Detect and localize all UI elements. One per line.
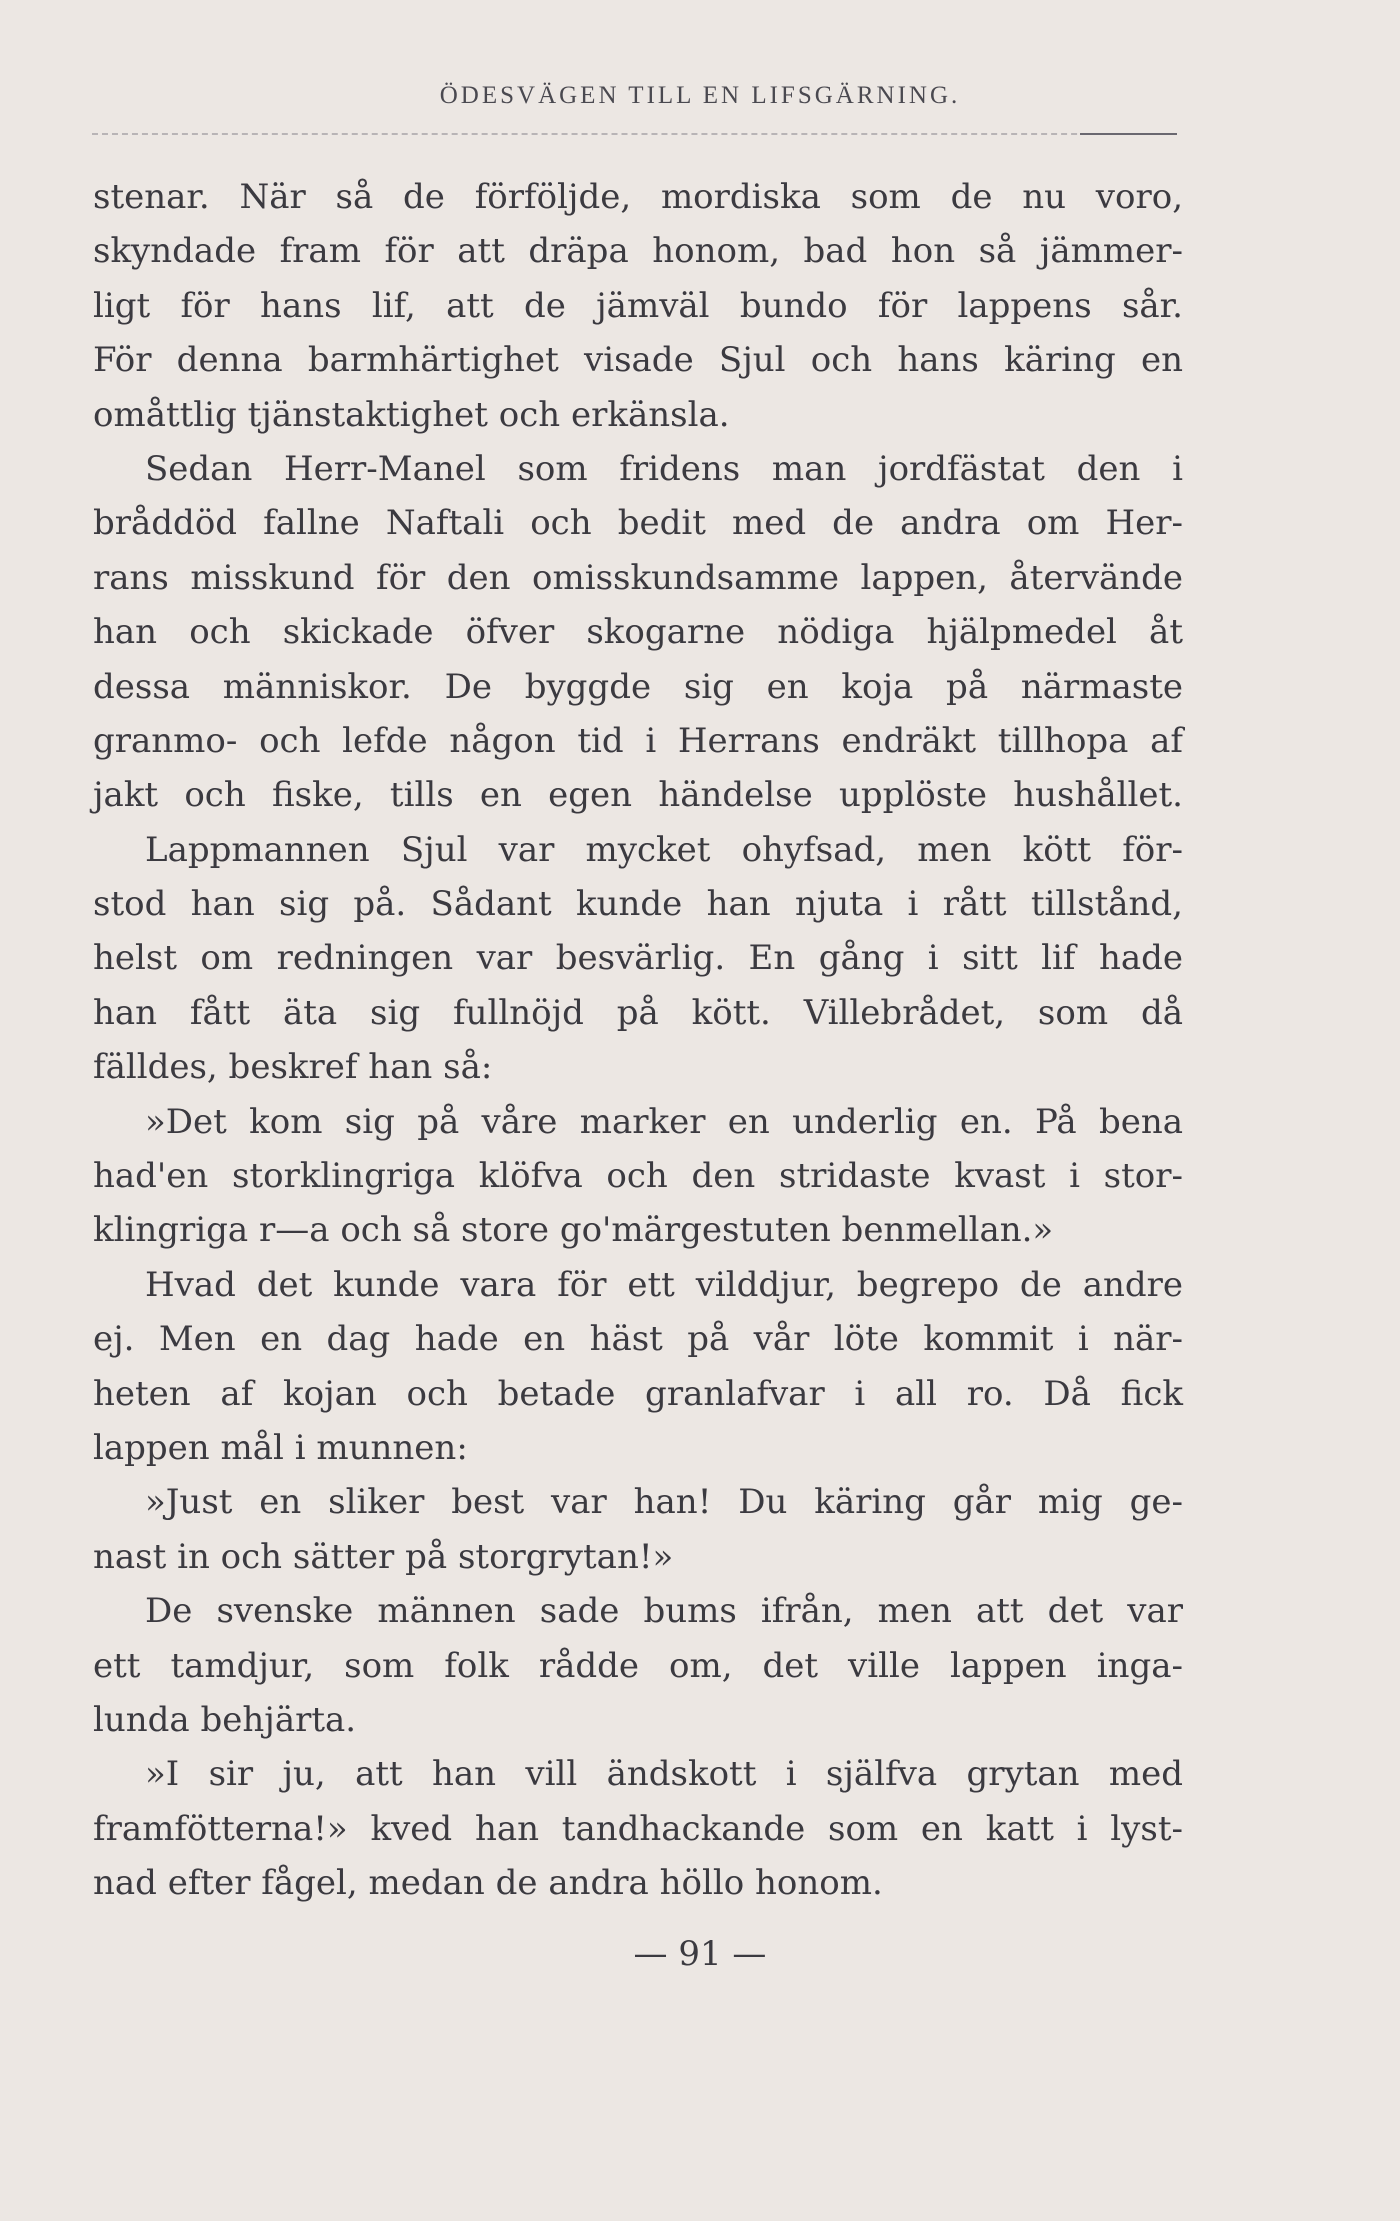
- text-line: lunda behjärta.: [93, 1699, 357, 1740]
- text-line: bråddöd fallne Naftali och bedit med de andra om Her-: [93, 503, 1183, 544]
- text-line: stenar. När så de förföljde, mordiska som de nu voro,: [93, 177, 1183, 217]
- text-line: omåttlig tjänstaktighet och erkänsla.: [93, 394, 730, 435]
- text-line: nast in och sätter på storgrytan!»: [93, 1536, 674, 1577]
- header-rule: [92, 133, 1177, 135]
- text-line: nad efter fågel, medan de andra höllo honom.: [93, 1863, 883, 1904]
- text-line: Lappmannen Sjul var mycket ohyfsad, men kött för-: [145, 829, 1183, 870]
- text-line: För denna barmhärtighet visade Sjul och hans käring en: [93, 340, 1183, 381]
- text-line: had'en storklingriga klöfva och den stridaste kvast i stor-: [93, 1156, 1183, 1197]
- page-number: — 91 —: [633, 1934, 767, 1974]
- text-line: han fått äta sig fullnöjd på kött. Villebrådet, som då: [93, 992, 1183, 1033]
- text-line: dessa människor. De byggde sig en koja på närmaste: [93, 666, 1183, 707]
- text-line: klingriga r—a och så store go'märgestuten benmellan.»: [93, 1210, 1054, 1251]
- text-line: fälldes, beskref han så:: [93, 1047, 493, 1088]
- text-line: stod han sig på. Sådant kunde han njuta i rått tillstånd,: [93, 884, 1183, 925]
- text-line: De svenske männen sade bums ifrån, men att det var: [145, 1591, 1183, 1632]
- text-line: helst om redningen var besvärlig. En gång i sitt lif hade: [93, 938, 1183, 979]
- text-line: framfötterna!» kved han tandhackande som en katt i lyst-: [93, 1808, 1183, 1849]
- text-line: »I sir ju, att han vill ändskott i själfva grytan med: [145, 1754, 1183, 1795]
- text-line: rans misskund för den omisskundsamme lappen, återvände: [93, 557, 1183, 598]
- text-line: »Det kom sig på våre marker en underlig en. På bena: [145, 1101, 1183, 1142]
- text-line: ligt för hans lif, att de jämväl bundo för lappens sår.: [93, 285, 1183, 326]
- text-line: Hvad det kunde vara för ett vilddjur, begrepo de andre: [145, 1264, 1183, 1305]
- text-line: skyndade fram för att dräpa honom, bad hon så jämmer-: [93, 231, 1183, 272]
- body-text: [93, 170, 1183, 1911]
- header-rule-end: [1080, 133, 1177, 135]
- text-line: ej. Men en dag hade en häst på vår löte kommit i när-: [93, 1319, 1183, 1360]
- text-line: ett tamdjur, som folk rådde om, det ville lappen inga-: [93, 1645, 1183, 1686]
- text-line: granmo- och lefde någon tid i Herrans endräkt tillhopa af: [93, 720, 1183, 761]
- text-line: »Just en sliker best var han! Du käring går mig ge-: [145, 1482, 1183, 1523]
- text-line: lappen mål i munnen:: [93, 1427, 468, 1468]
- text-line: heten af kojan och betade granlafvar i all ro. Då fick: [93, 1373, 1183, 1414]
- text-line: Sedan Herr-Manel som fridens man jordfästat den i: [145, 448, 1183, 489]
- text-line: jakt och fiske, tills en egen händelse upplöste hushållet.: [93, 775, 1183, 816]
- running-head: ÖDESVÄGEN TILL EN LIFSGÄRNING.: [439, 82, 961, 109]
- text-line: han och skickade öfver skogarne nödiga hjälpmedel åt: [93, 612, 1183, 653]
